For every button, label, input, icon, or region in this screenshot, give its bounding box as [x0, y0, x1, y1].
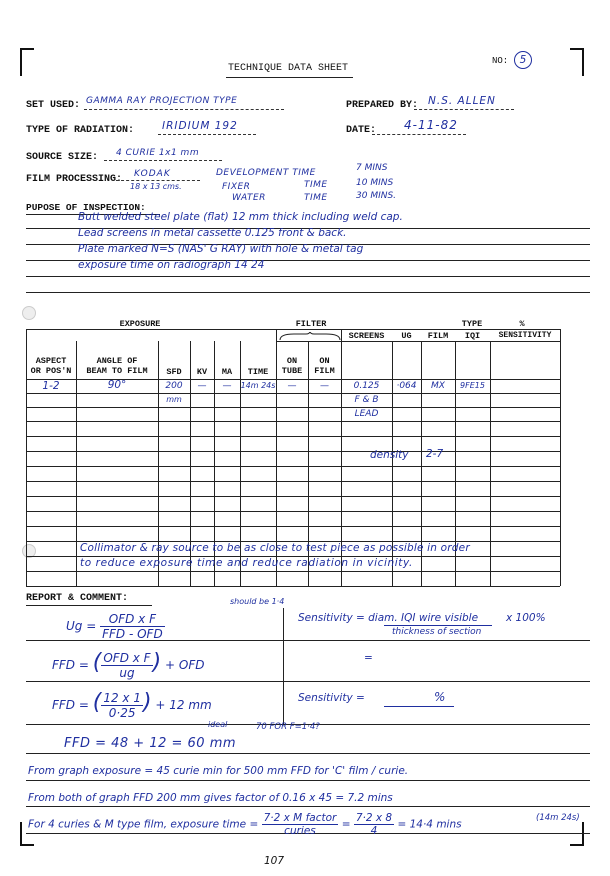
cell-screens: 0.125 — [353, 381, 380, 391]
sensitivity-formula: Sensitivity = diam. IQI wire visible — [298, 612, 479, 624]
film-dots — [116, 180, 200, 181]
cell-screens-2: F & B — [354, 395, 379, 405]
date-value: 4-11-82 — [404, 118, 458, 132]
col-on-film: ON FILM — [314, 356, 335, 376]
date-dots — [372, 134, 466, 135]
cell-aspect: 1-2 — [42, 380, 60, 392]
ffd1-fraction — [101, 651, 152, 680]
water-time-label: TIME — [304, 193, 328, 203]
report-rule-5 — [26, 780, 590, 781]
page-title: TECHNIQUE DATA SHEET — [228, 63, 349, 74]
table-rule-r10 — [26, 526, 560, 527]
col-ug: UG — [401, 331, 412, 341]
cell-film: MX — [431, 381, 445, 391]
graph-note-1: From graph exposure = 45 curie min for 500 mm FFD for 'C' film / curie. — [28, 765, 409, 777]
table-rule-r5 — [26, 451, 560, 452]
for-f-note: 70 FOR F=1·4? — [256, 722, 320, 732]
graph3-numerator-2: 7·2 x 8 — [355, 812, 393, 824]
inspection-line-3: Plate marked N=S (NAS' G RAY) with hole & metal tag — [78, 243, 364, 255]
page-number: 107 — [264, 855, 285, 867]
header-exposure: EXPOSURE — [119, 319, 161, 329]
col-angle: ANGLE OF BEAM TO FILM — [86, 356, 148, 376]
table-rule-r8 — [26, 496, 560, 497]
ffd2-paren-open: ( — [92, 690, 102, 715]
no-label: NO: — [492, 56, 509, 66]
table-rule-r9 — [26, 511, 560, 512]
ffd2-tail: + 12 mm — [155, 698, 212, 712]
density-label: density — [370, 449, 409, 461]
report-label: REPORT & COMMENT: — [26, 593, 129, 604]
col-film: FILM — [427, 331, 449, 341]
ffd1-tail: + OFD — [165, 658, 205, 672]
set-used-value: GAMMA RAY PROJECTION TYPE — [86, 96, 238, 106]
fixer-time-label: TIME — [304, 180, 328, 190]
cell-screens-3: LEAD — [354, 409, 379, 419]
graph3-fraction-1 — [262, 812, 339, 837]
graph3-denominator-2: 4 — [370, 825, 378, 837]
cell-time: 14m 24s — [240, 381, 276, 390]
cell-on-film: — — [320, 381, 329, 391]
ug-fraction — [100, 612, 165, 641]
report-divider — [283, 608, 284, 724]
report-rule-2 — [26, 681, 590, 682]
ug-numerator: OFD x F — [100, 612, 165, 627]
table-col-line-13 — [560, 329, 561, 586]
cell-ma: — — [222, 381, 232, 391]
ffd1-right-equals: = — [364, 652, 373, 664]
prepared-by-value: N.S. ALLEN — [428, 95, 496, 107]
prepared-by-label: PREPARED BY: — [346, 100, 419, 111]
no-value-text: 5 — [519, 54, 527, 66]
sensitivity-denominator: thickness of section — [392, 627, 482, 637]
col-sfd: SFD — [166, 367, 182, 377]
table-rule-r7 — [26, 481, 560, 482]
table-rule-r2 — [26, 407, 560, 408]
graph3-numerator-1: 7·2 x M factor — [263, 812, 337, 824]
sensitivity-percent: x 100% — [506, 612, 546, 624]
development-label: DEVELOPMENT TIME — [216, 168, 316, 178]
graph3-equals: = — [341, 818, 351, 831]
col-time: TIME — [247, 367, 269, 377]
fixer-label: FIXER — [222, 182, 251, 192]
film-size: 18 x 13 cms. — [130, 182, 182, 191]
cell-on-tube: — — [287, 381, 297, 391]
ffd1-lhs: FFD = — [52, 658, 89, 672]
should-be-note: should be 1·4 — [230, 597, 285, 606]
ffd-formula-1 — [52, 650, 204, 680]
film-processing-label: FILM PROCESSING: — [26, 174, 123, 185]
col-aspect: ASPECT OR POS'N — [30, 356, 72, 376]
inspection-line-1: Butt welded steel plate (flat) 12 mm thick including weld cap. — [78, 211, 403, 223]
graph3-denominator-1: curies — [284, 825, 316, 837]
corner-bracket-top-left — [20, 48, 34, 76]
ffd2-fraction — [101, 691, 143, 720]
table-top-rule — [26, 329, 560, 330]
col-kv: KV — [196, 367, 208, 377]
table-bottom-rule — [26, 586, 560, 587]
inspection-line-4: exposure time on radiograph 14 24 — [78, 259, 265, 271]
graph-note-2: From both of graph FFD 200 mm gives factor of 0.16 x 45 = 7.2 mins — [28, 792, 393, 804]
header-type: TYPE — [461, 319, 483, 329]
table-rule-r4 — [26, 436, 560, 437]
header-percent: % — [519, 319, 525, 329]
cell-iqi: 9FE15 — [460, 381, 485, 390]
cell-sfd: 200 — [165, 381, 183, 391]
cell-sfd-unit: mm — [166, 395, 182, 404]
graph3-paren: (14m 24s) — [536, 813, 580, 823]
ffd2-numerator: 12 x 1 — [103, 691, 141, 705]
ideal-note: ideal — [208, 720, 228, 729]
report-rule-6 — [26, 806, 590, 807]
graph3-text: For 4 curies & M type film, exposure time = — [28, 818, 259, 831]
fixer-value: 10 MINS — [356, 178, 394, 188]
table-col-line-12 — [490, 341, 491, 586]
ug-formula — [66, 612, 165, 641]
table-rule-r3 — [26, 421, 560, 422]
inspection-label: PUPOSE OF INSPECTION: — [26, 202, 146, 213]
graph3-result: = 14·4 mins — [397, 818, 462, 831]
ffd2-denominator: 0·25 — [108, 706, 136, 720]
ffd-result: FFD = 48 + 12 = 60 mm — [64, 736, 237, 751]
sensitivity-2-blank — [384, 706, 454, 707]
cell-kv: — — [197, 381, 207, 391]
radiation-label: TYPE OF RADIATION: — [26, 125, 135, 136]
cell-angle: 90° — [107, 379, 127, 391]
ffd1-denominator: ug — [119, 666, 135, 680]
source-size-label: SOURCE SIZE: — [26, 152, 99, 163]
inspection-line-2: Lead screens in metal cassette 0.125 front & back. — [78, 227, 347, 239]
col-ma: MA — [221, 367, 233, 377]
ffd1-paren-open: ( — [92, 650, 102, 675]
table-rule-r6 — [26, 466, 560, 467]
col-iqi: IQI — [464, 331, 481, 341]
ffd-formula-2 — [52, 690, 212, 720]
source-size-value: 4 CURIE 1x1 mm — [116, 148, 200, 158]
col-on-tube: ON TUBE — [281, 356, 303, 376]
set-used-dots — [84, 109, 284, 110]
punch-hole-top — [22, 306, 36, 320]
corner-bracket-top-right — [570, 48, 584, 76]
table-col-line-1 — [76, 341, 77, 586]
graph-note-3 — [28, 812, 462, 837]
col-sensitivity: SENSITIVITY — [498, 331, 552, 340]
prepared-by-dots — [414, 109, 514, 110]
ug-denominator: FFD - OFD — [102, 627, 163, 641]
density-value: 2-7 — [426, 448, 444, 460]
header-filter: FILTER — [295, 319, 327, 329]
sensitivity-2: Sensitivity = — [298, 692, 365, 704]
title-underline — [226, 77, 353, 78]
source-size-dots — [104, 160, 222, 161]
ffd1-numerator: OFD x F — [103, 651, 151, 665]
inspection-rule-5 — [26, 292, 590, 293]
report-rule-4 — [26, 753, 590, 754]
development-value: 7 MINS — [356, 163, 388, 173]
date-label: DATE: — [346, 125, 377, 136]
water-label: WATER — [232, 193, 266, 203]
inspection-rule-4 — [26, 276, 590, 277]
set-used-label: SET USED: — [26, 100, 81, 111]
sensitivity-2-percent: % — [434, 690, 446, 704]
ffd2-paren-close: ) — [142, 690, 152, 715]
report-label-underline — [26, 605, 152, 606]
table-rule-r13 — [26, 571, 560, 572]
radiation-dots — [158, 134, 256, 135]
radiation-value: IRIDIUM 192 — [162, 120, 238, 132]
col-screens: SCREENS — [348, 331, 385, 341]
ffd1-paren-close: ) — [152, 650, 162, 675]
no-value — [514, 51, 532, 69]
water-value: 30 MINS. — [356, 191, 397, 201]
ug-lhs: Ug = — [66, 619, 97, 633]
film-brand: KODAK — [134, 169, 171, 179]
graph3-fraction-2 — [354, 812, 394, 837]
cell-ug: ·064 — [396, 381, 417, 391]
table-rule-r1 — [26, 393, 560, 394]
sensitivity-fraction-bar — [384, 625, 492, 626]
ffd2-lhs: FFD = — [52, 698, 89, 712]
table-note-2: to reduce exposure time and reduce radiation in vicinity. — [80, 557, 413, 569]
filter-brace — [278, 332, 342, 342]
table-note-1: Collimator & ray source to be as close to test piece as possible in order — [80, 542, 470, 554]
corner-bracket-bottom-right — [570, 822, 584, 846]
